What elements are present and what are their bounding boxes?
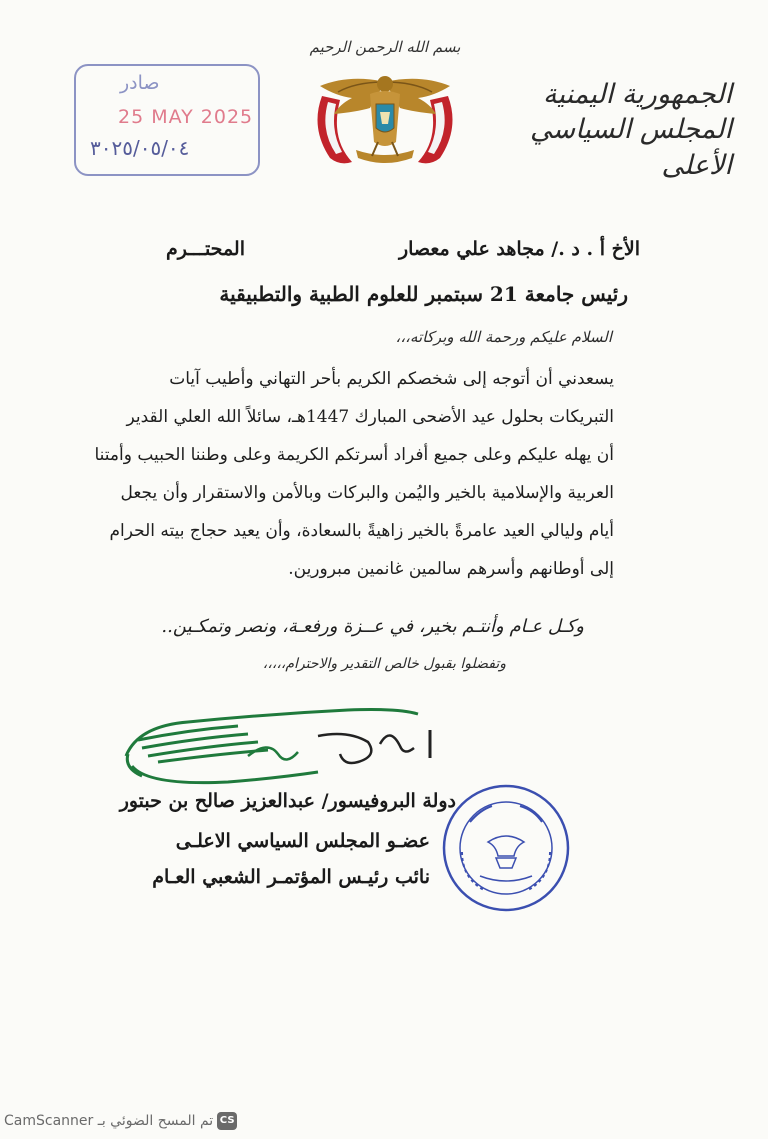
letter-body [94, 360, 614, 588]
body-line: التبريكات بحلول عيد الأضحى المبارك 1447هـ، سائلاً الله العلي القدير [126, 407, 614, 427]
signer-title-1: عضـو المجلس السياسي الاعلـى [175, 830, 430, 852]
stamp-date: 25 MAY 2025 [118, 106, 254, 128]
stamp-title: صادر [120, 72, 160, 94]
national-emblem [300, 38, 470, 178]
handwritten-signature-icon [118, 696, 458, 796]
body-line: إلى أوطانهم وأسرهم سالمين غانمين مبرورين. [288, 559, 614, 579]
signer-name: دولة البروفيسور/ عبدالعزيز صالح بن حبتور [119, 790, 456, 812]
signer-title-2: نائب رئيـس المؤتمـر الشعبي العـام [152, 866, 430, 888]
scanner-footer [4, 1112, 237, 1130]
basmala-text: بسم الله الرحمن الرحيم [309, 38, 461, 56]
scanner-footer-text: تم المسح الضوئي بـ CamScanner [4, 1113, 214, 1129]
addressee-honorific: المحتـــرم [166, 238, 245, 260]
official-seal-icon [440, 782, 572, 914]
addressee-position: رئيس جامعة 21 سبتمبر للعلوم الطبية والتطبيقية [219, 282, 628, 306]
holiday-wish: وكـل عـام وأنتـم بخير، في عــزة ورفعـة، ونصر وتمكـين.. [161, 616, 584, 637]
body-line: يسعدني أن أتوجه إلى شخصكم الكريم بأحر التهاني وأطيب آيات [169, 369, 614, 389]
reference-stamp [74, 64, 260, 176]
body-line: أن يهله عليكم وعلى جميع أفراد أسرتكم الكريمة وعلى وطننا الحبيب وأمتنا [94, 445, 614, 465]
letterhead [502, 78, 732, 184]
letterhead-council: المجلس السياسي الأعلى [529, 114, 732, 181]
addressee-name: الأخ أ . د ./ مجاهد علي معصار [398, 238, 640, 260]
camscanner-logo-icon: CS [217, 1112, 237, 1130]
eagle-emblem-icon [300, 38, 470, 178]
closing-line: وتفضلوا بقبول خالص التقدير والاحترام،،،،، [262, 656, 506, 672]
stamp-number: ٣٠٢٥/٠٥/٠٤ [90, 136, 190, 160]
greeting: السلام عليكم ورحمة الله وبركاته،،، [395, 328, 612, 346]
body-line: العربية والإسلامية بالخير واليُمن والبركات وبالأمن والاستقرار وأن يجعل [120, 483, 614, 503]
body-line: أيام وليالي العيد عامرةً بالخير زاهيةً بالسعادة، وأن يعيد حجاج بيته الحرام [109, 521, 614, 541]
letterhead-country: الجمهورية اليمنية [542, 79, 732, 110]
